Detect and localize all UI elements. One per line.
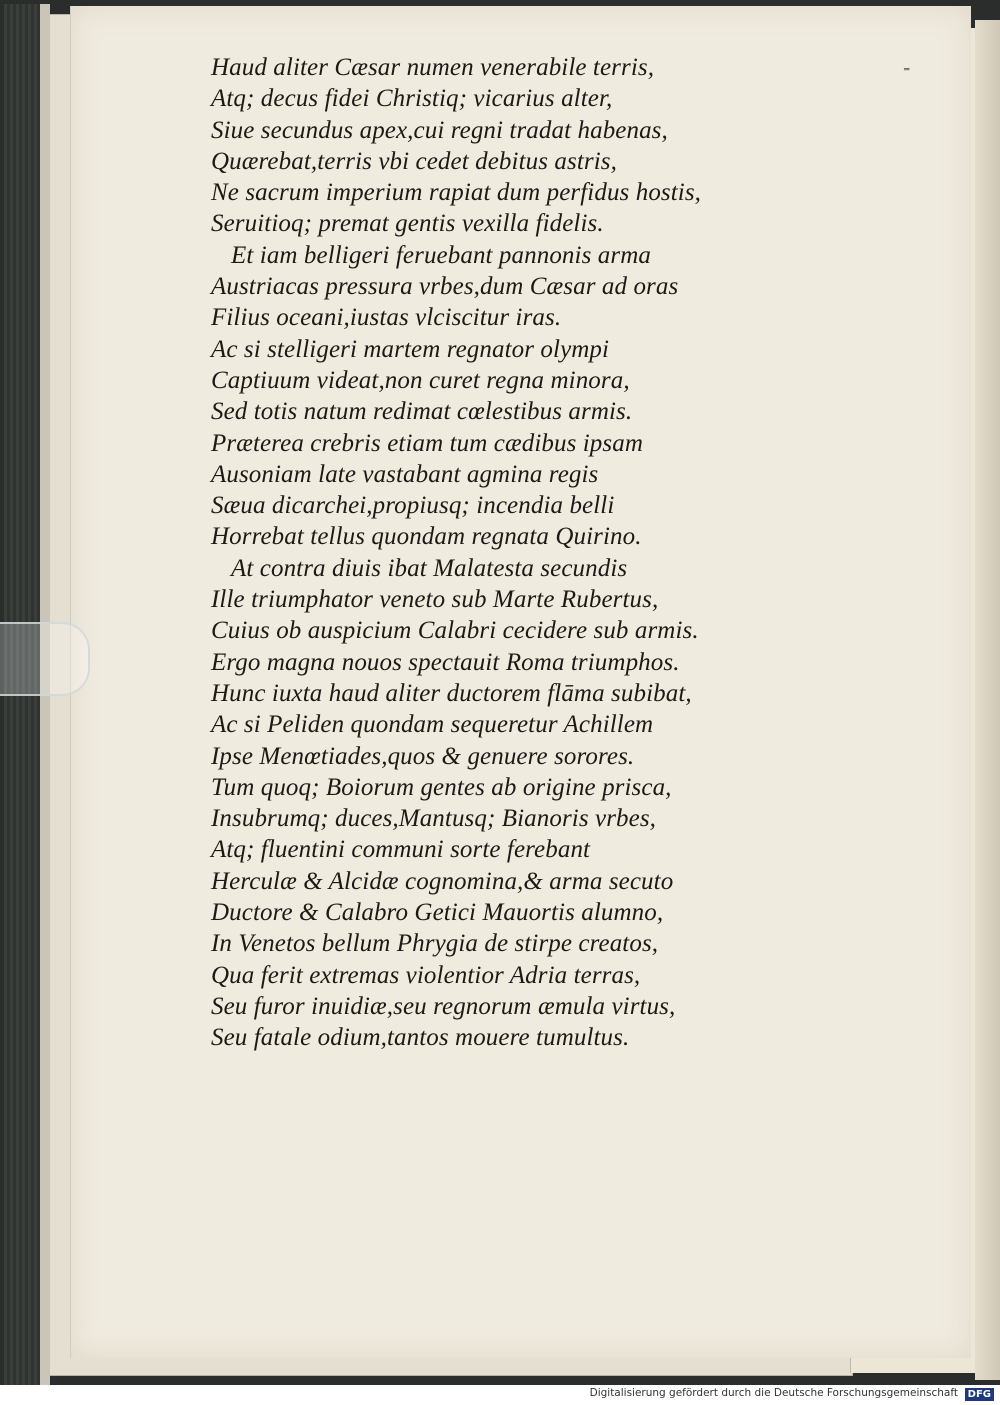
verse-line: Horrebat tellus quondam regnata Quirino. <box>211 523 642 551</box>
verse-line: Præterea crebris etiam tum cædibus ipsam <box>211 429 643 457</box>
catch-mark: ⁼ <box>903 64 911 80</box>
funding-credit: Digitalisierung gefördert durch die Deutsche Forschungsgemeinschaft <box>589 1387 958 1399</box>
verse-line: Seu fatale odium,tantos mouere tumultus. <box>211 1024 630 1052</box>
page-clip <box>0 622 90 696</box>
verse-line: Haud aliter Cæsar numen venerabile terris, <box>211 54 655 81</box>
verse-line: Cuius ob auspicium Calabri cecidere sub armis. <box>211 617 699 645</box>
verse-line: Seu furor inuidiæ,seu regnorum æmula virtus, <box>211 992 676 1020</box>
book-page <box>70 6 971 1358</box>
facing-page-edge <box>975 20 1000 1380</box>
footer-bar <box>0 1385 1000 1405</box>
verse-line: Ductore & Calabro Getici Mauortis alumno, <box>211 899 664 927</box>
verse-line: Ipse Menœtiades,quos & genuere sorores. <box>211 742 635 770</box>
verse-line: Ne sacrum imperium rapiat dum perfidus hostis, <box>211 179 702 207</box>
verse-line: Ac si Peliden quondam sequeretur Achillem <box>211 711 654 739</box>
verse-line: Insubrumq; duces,Mantusq; Bianoris vrbes, <box>211 805 657 833</box>
verse-line: Filius oceani,iustas vlciscitur iras. <box>211 304 562 332</box>
verse-line: Ille triumphator veneto sub Marte Rubertus, <box>211 586 659 614</box>
verse-line: Siue secundus apex,cui regni tradat habenas, <box>211 116 668 144</box>
verse-line: Ausoniam late vastabant agmina regis <box>211 460 599 488</box>
verse-line: Et iam belligeri feruebant pannonis arma <box>231 241 651 269</box>
verse-line: At contra diuis ibat Malatesta secundis <box>231 554 628 582</box>
verse-line: Austriacas pressura vrbes,dum Cæsar ad oras <box>211 273 679 301</box>
dfg-logo: DFG <box>965 1388 994 1401</box>
verse-line: Seruitioq; premat gentis vexilla fidelis. <box>211 210 604 238</box>
verse-line: Sed totis natum redimat cœlestibus armis. <box>211 398 633 426</box>
verse-line: Atq; fluentini communi sorte ferebant <box>211 836 591 864</box>
verse-line: Hunc iuxta haud aliter ductorem flāma subibat, <box>211 679 692 707</box>
verse-line: Herculæ & Alcidæ cognomina,& arma secuto <box>211 867 674 895</box>
verse-line: Qua ferit extremas violentior Adria terras, <box>211 961 641 989</box>
verse-line: Ac si stelligeri martem regnator olympi <box>211 335 610 363</box>
verse-line: Tum quoq; Boiorum gentes ab origine prisca, <box>211 773 672 801</box>
verse-line: Ergo magna nouos spectauit Roma triumphos. <box>211 648 680 676</box>
verse-line: Captiuum videat,non curet regna minora, <box>211 366 630 394</box>
verse-line: Quærebat,terris vbi cedet debitus astris, <box>211 147 617 175</box>
verse-line: Sæua dicarchei,propiusq; incendia belli <box>211 492 615 520</box>
verse-line: In Venetos bellum Phrygia de stirpe creatos, <box>211 930 659 958</box>
verse-line: Atq; decus fidei Christiq; vicarius alter, <box>211 85 613 113</box>
verse-list <box>211 52 911 1054</box>
